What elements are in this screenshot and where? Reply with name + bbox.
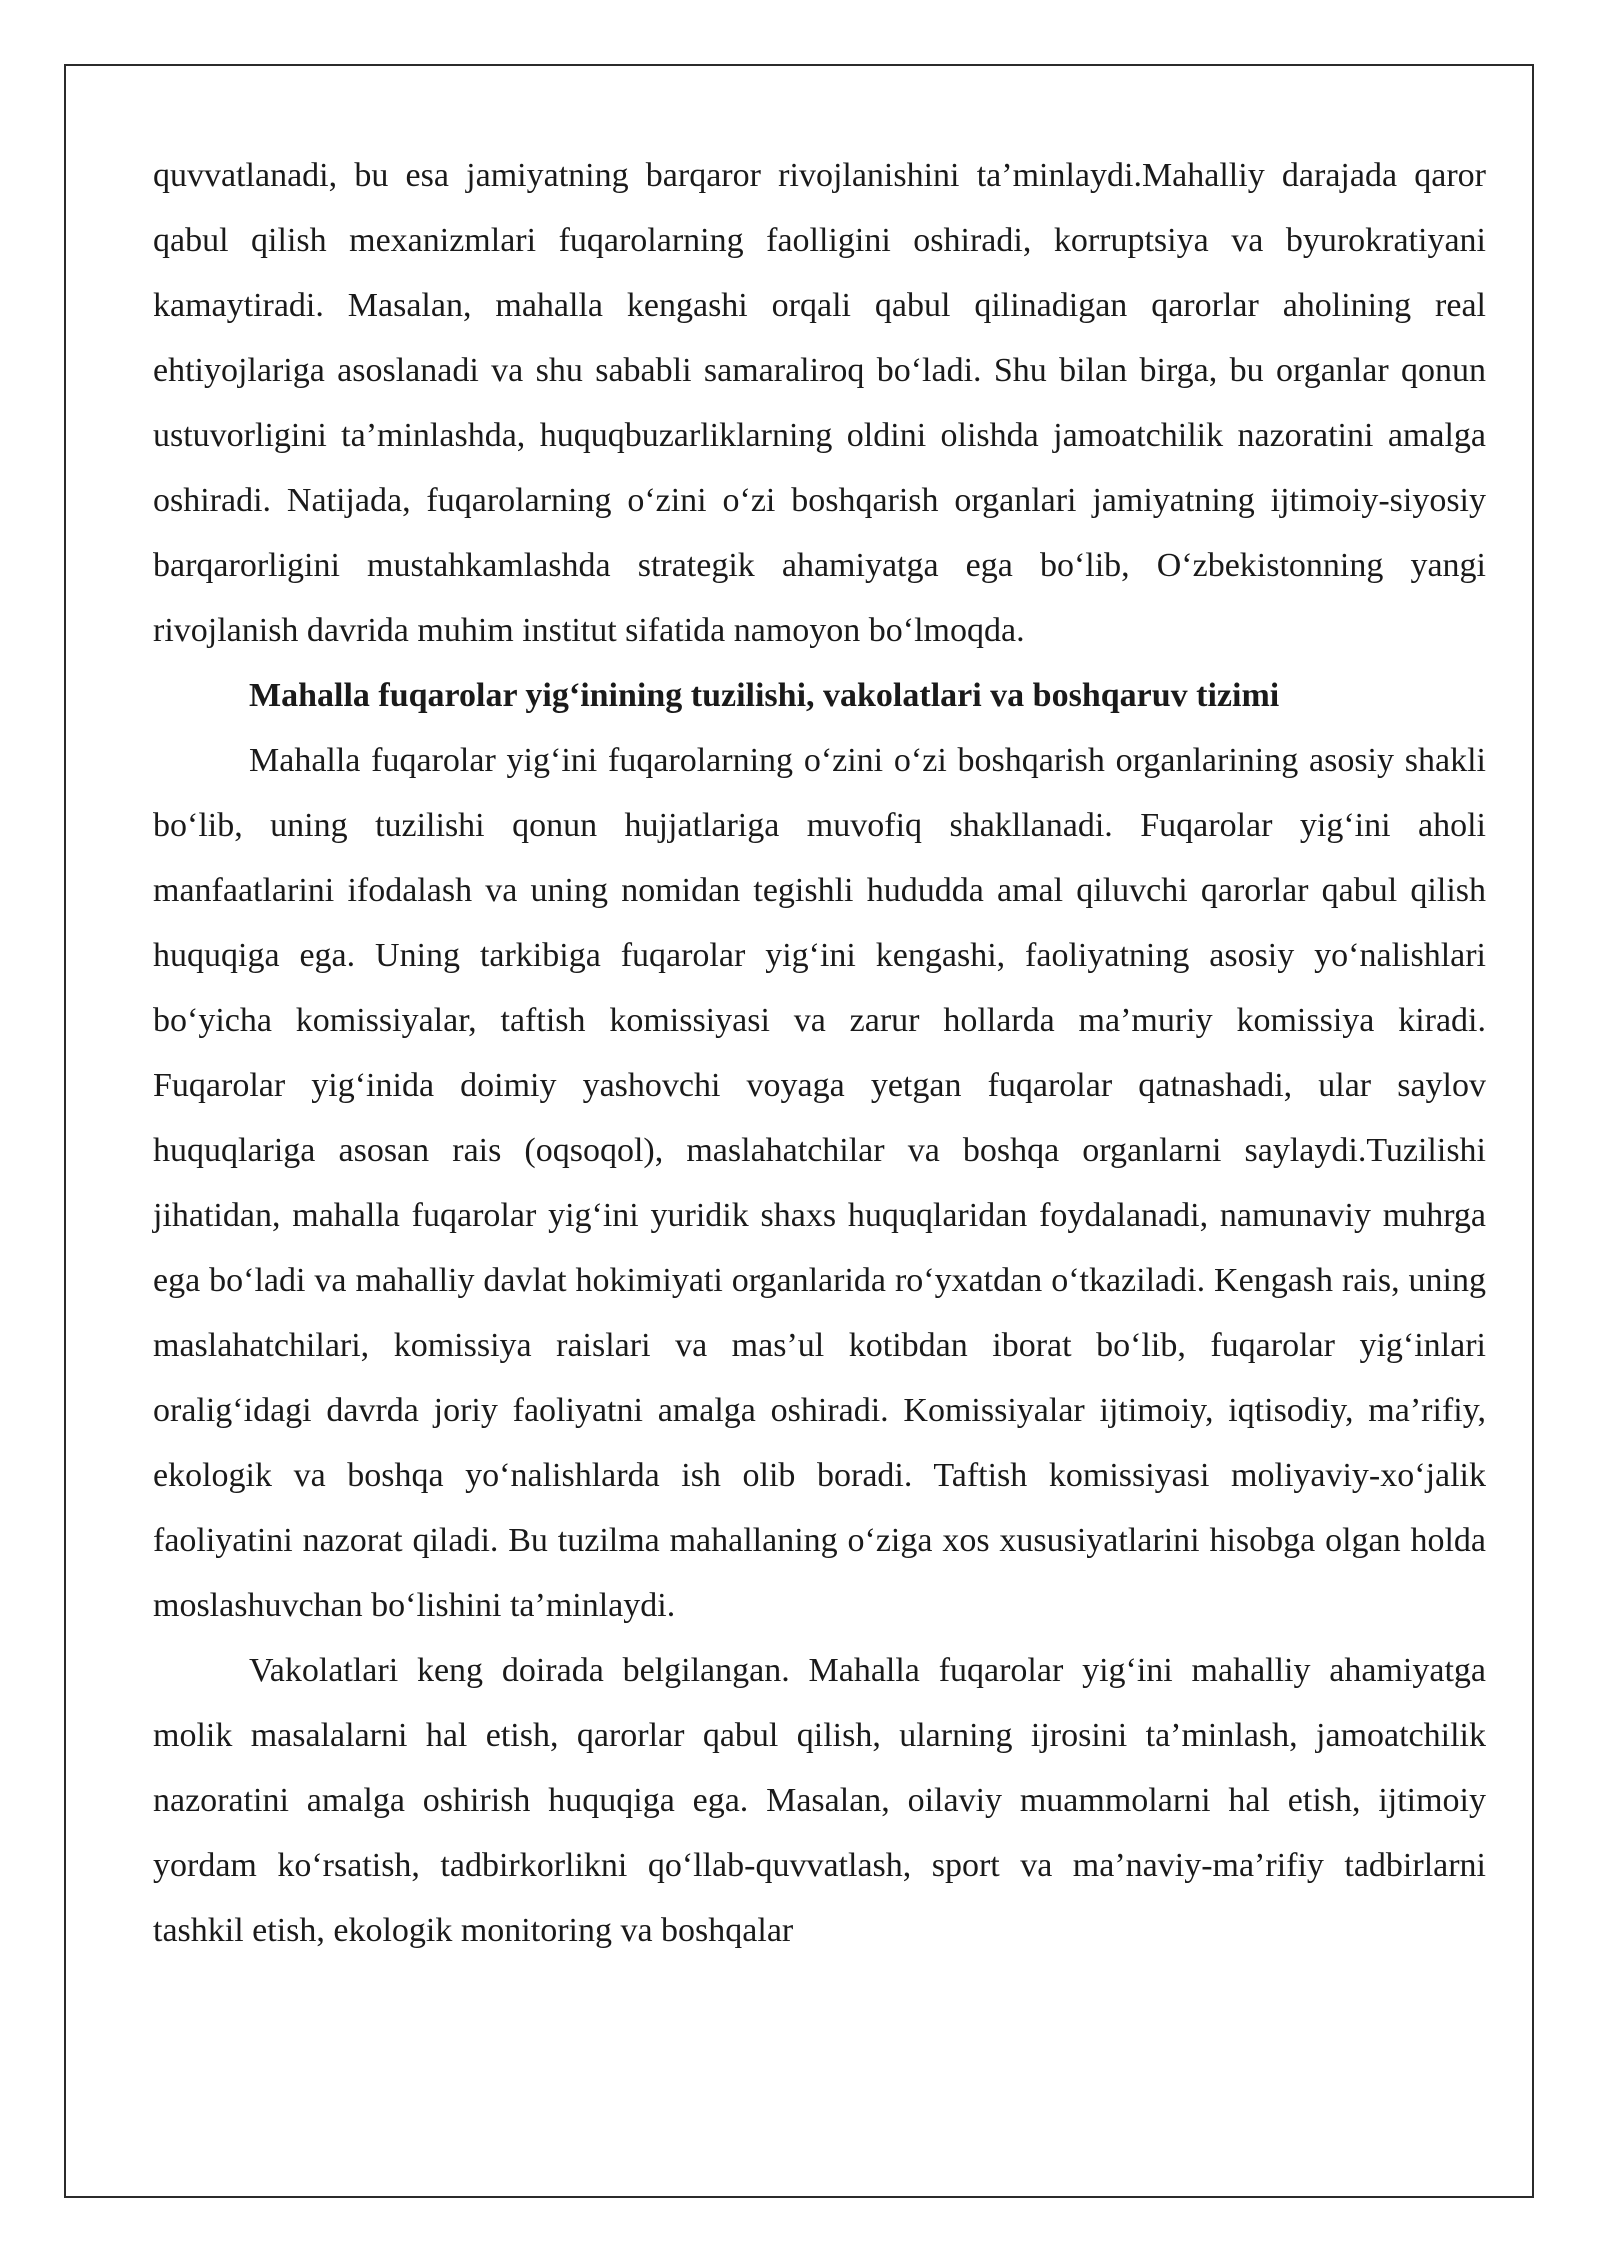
paragraph-structure: Mahalla fuqarolar yig‘ini fuqarolarning o‘zini o‘zi boshqarish organlarining asosiy shakli bo‘lib, uning tuzilishi qonun hujjatlariga muvofiq shakllanadi. Fuqarolar yig‘ini aholi manfaatlarini ifodalash va uning nomidan tegishli hududda amal qiluvchi qarorlar qabul qilish huquqiga ega. Uning tarkibiga fuqarolar yig‘ini kengashi, faoliyatning asosiy yo‘nalishlari bo‘yicha komissiyalar, taftish komissiyasi va zarur hollarda ma’muriy komissiya kiradi. Fuqarolar yig‘inida doimiy yashovchi voyaga yetgan fuqarolar qatnashadi, ular saylov huquqlariga asosan rais (oqsoqol), maslahatchilar va boshqa organlarni saylaydi.Tuzilishi jihatidan, mahalla fuqarolar yig‘ini yuridik shaxs huquqlaridan foydalanadi, namunaviy muhrga ega bo‘ladi va mahalliy davlat hokimiyati organlarida ro‘yxatdan o‘tkaziladi. Kengash rais, uning maslahatchilari, komissiya raislari va mas’ul kotibdan iborat bo‘lib, fuqarolar yig‘inlari oralig‘idagi davrda joriy faoliyatni amalga oshiradi. Komissiyalar ijtimoiy, iqtisodiy, ma’rifiy, ekologik va boshqa yo‘nalishlarda ish olib boradi. Taftish komissiyasi moliyaviy-xo‘jalik faoliyatini nazorat qiladi. Bu tuzilma mahallaning o‘ziga xos xususiyatlarini hisobga olgan holda moslashuvchan bo‘lishini ta’minlaydi. — [153, 742, 1486, 1624]
paragraph-intro-continuation: quvvatlanadi, bu esa jamiyatning barqaror rivojlanishini ta’minlaydi.Mahalliy darajada qaror qabul qilish mexanizmlari fuqarolarning faolligini oshiradi, korruptsiya va byurokratiyani kamaytiradi. Masalan, mahalla kengashi orqali qabul qilinadigan qarorlar aholining real ehtiyojlariga asoslanadi va shu sababli samaraliroq bo‘ladi. Shu bilan birga, bu organlar qonun ustuvorligini ta’minlashda, huquqbuzarliklarning oldini olishda jamoatchilik nazoratini amalga oshiradi. Natijada, fuqarolarning o‘zini o‘zi boshqarish organlari jamiyatning ijtimoiy-siyosiy barqarorligini mustahkamlashda strategik ahamiyatga ega bo‘lib, O‘zbekistonning yangi rivojlanish davrida muhim institut sifatida namoyon bo‘lmoqda. — [153, 157, 1486, 649]
section-heading: Mahalla fuqarolar yig‘inining tuzilishi, vakolatlari va boshqaruv tizimi — [249, 677, 1280, 714]
paragraph-powers: Vakolatlari keng doirada belgilangan. Mahalla fuqarolar yig‘ini mahalliy ahamiyatga molik masalalarni hal etish, qarorlar qabul qilish, ularning ijrosini ta’minlash, jamoatchilik nazoratini amalga oshirish huquqiga ega. Masalan, oilaviy muammolarni hal etish, ijtimoiy yordam ko‘rsatish, tadbirkorlikni qo‘llab-quvvatlash, sport va ma’naviy-ma’rifiy tadbirlarni tashkil etish, ekologik monitoring va boshqalar — [153, 1652, 1486, 1949]
document-body — [153, 143, 1486, 1963]
